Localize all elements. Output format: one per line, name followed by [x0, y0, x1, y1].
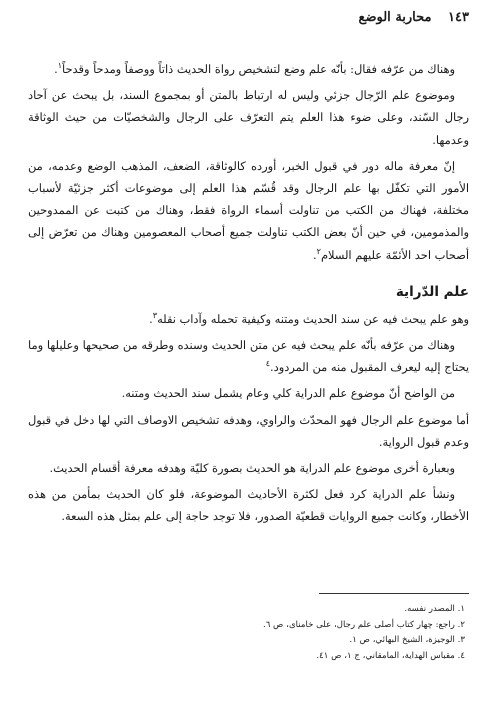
paragraph: أما موضوع علم الرجال فهو المحدّث والراوي، وهدفه تشخيص الاوصاف التي لها دخل في قبول وعدم قبول الرواية. — [28, 412, 469, 449]
footnote-marker: ١ — [57, 61, 63, 71]
page-number: ١٤٣ — [448, 10, 469, 25]
footnote: ٣. الوجيزة، الشيخ البهائي، ص ١. — [349, 635, 465, 646]
page-header — [30, 10, 469, 30]
running-title: محاربة الوضع — [358, 10, 432, 25]
footnote: ٢. راجع: چهار كتاب أصلى علم رجال، على خامناى، ص ٦. — [262, 619, 465, 630]
paragraph: ونشأ علم الدراية كرد فعل لكثرة الأحاديث الموضوعة، فلو كان الحديث بمأمن من هذه الأخطار، وكانت جميع الروايات قطعيّة الصدور، فلا توجد حاجة إلى علم بمثل هذه السعة. — [28, 487, 469, 524]
paragraph: إنّ معرفة ماله دور في قبول الخبر، أورده كالوثاقة، الضعف، المذهب الوضع وعدمه، من الأمور التي تكفّل بها علم الرجال وقد قُسّم هذا العلم إلى موضوعات أكثر جزئيّة لأسباب مختلفة، فهناك من الكتب من تناولت أسماء الرواة فقط، وهناك من كتبت عن الممدوحين والمذمومين، في حين أنّ بعض الكتب تناولت جميع أصحاب المعصومين وهناك من تعرّض إلى أصحاب احد الأئمّة عليهم السلام$^٢$. — [28, 158, 469, 262]
paragraph: وهناك من عرّفه بأنّه علم يبحث فيه عن متن الحديث وسنده وطرقه من صحيحها وعليلها وما يحتاج إليه ليعرف المقبول منه من المردود.$^٤$ — [28, 338, 469, 375]
paragraph: وهو علم يبحث فيه عن سند الحديث ومتنه وكيفية تحمله وآداب نقله$^٣$. — [149, 311, 469, 326]
footnotes — [40, 602, 465, 664]
footnote-marker: ٢ — [316, 246, 321, 256]
section-heading: علم الدّراية — [395, 283, 469, 300]
footnote-divider — [319, 593, 469, 594]
footnote: ٤. مقباس الهداية، المامقاني، ج ١، ص ٤١. — [316, 650, 465, 661]
paragraph: من الواضح أنّ موضوع علم الدراية كلي وعام يشمل سند الحديث ومتنه. — [121, 386, 455, 401]
paragraph: وبعبارة أخرى موضوع علم الدراية هو الحديث بصورة كليّة وهدفه معرفة أقسام الحديث. — [49, 461, 455, 476]
footnote: ١. المصدر نفسه. — [404, 604, 465, 614]
paragraph: وموضوع علم الرّجال جزئي وليس له ارتباط بالمتن أو بمجموع السند، بل يبحث عن آحاد رجال السّند، وعلى ضوء هذا العلم يتم التعرّف على الرجال والشخصيّات من حيث الوثاقة وعدمها. — [28, 88, 469, 147]
footnote-marker: ٤ — [265, 359, 271, 369]
body-text — [28, 58, 469, 532]
paragraph: وهناك من عرّفه فقال: بأنّه علم وضع لتشخيص رواة الحديث ذاتاً ووصفاً ومدحاً وقدحاً$^١$. — [54, 61, 455, 76]
footnote-marker: ٣ — [152, 311, 158, 321]
